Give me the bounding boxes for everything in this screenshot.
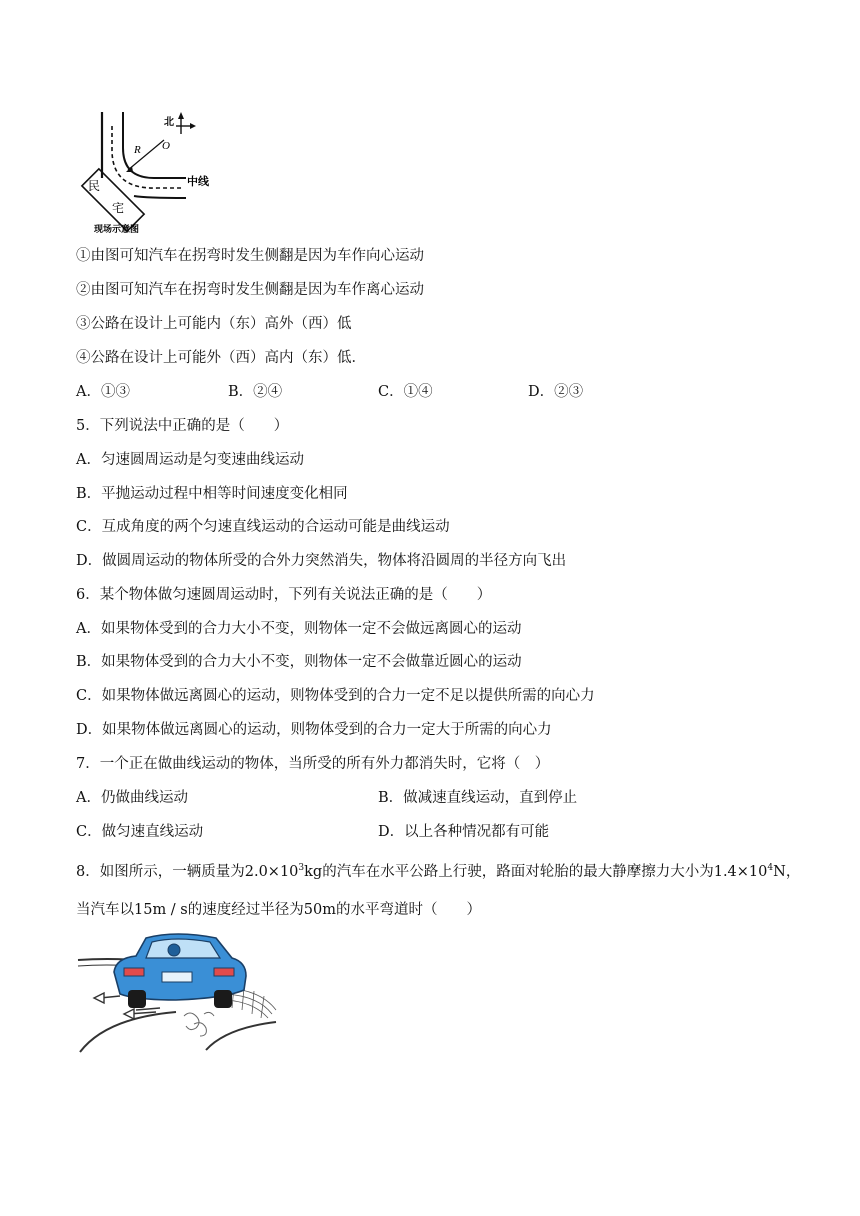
q8-text-4: 的速度经过半径为 — [187, 902, 304, 918]
q8-mass-base: 2.0×10 — [244, 864, 299, 880]
q5-option-b[interactable]: B．平抛运动过程中相等时间速度变化相同 — [76, 486, 348, 502]
north-label: 北 — [164, 117, 174, 128]
q8-force-base: 1.4×10 — [713, 864, 768, 880]
q8-force-unit: N， — [773, 864, 801, 880]
figure-caption: 现场示意图 — [94, 224, 140, 234]
q8-text-5: 的水平弯道时（ ） — [335, 902, 481, 918]
q6-stem: 6．某个物体做匀速圆周运动时，下列有关说法正确的是（ ） — [76, 587, 492, 603]
center-label: O — [162, 140, 170, 152]
car-on-curve-illustration — [76, 928, 286, 1056]
q4-statement-4: ④公路在设计上可能外（西）高内（东）低． — [76, 350, 366, 366]
q5-option-d[interactable]: D．做圆周运动的物体所受的合外力突然消失，物体将沿圆周的半径方向飞出 — [76, 553, 567, 569]
q6-option-b[interactable]: B．如果物体受到的合力大小不变，则物体一定不会做靠近圆心的运动 — [76, 654, 522, 670]
q8-force — [714, 864, 801, 880]
q8-mass-unit: kg — [304, 864, 323, 880]
q4-option-c[interactable]: C．①④ — [378, 384, 433, 400]
q7-stem: 7．一个正在做曲线运动的物体，当所受的所有外力都消失时，它将（ ） — [76, 756, 550, 772]
q7-option-c[interactable]: C．做匀速直线运动 — [76, 824, 204, 840]
q5-stem: 5．下列说法中正确的是（ ） — [76, 418, 289, 434]
q5-option-c[interactable]: C．互成角度的两个匀速直线运动的合运动可能是曲线运动 — [76, 519, 450, 535]
q8-stem-line-2 — [76, 900, 481, 920]
q6-option-c[interactable]: C．如果物体做远离圆心的运动，则物体受到的合力一定不足以提供所需的向心力 — [76, 688, 595, 704]
q4-statement-3: ③公路在设计上可能内（东）高外（西）低 — [76, 316, 352, 332]
q8-text-1: 8．如图所示，一辆质量为 — [76, 864, 245, 880]
q4-statement-1: ①由图可知汽车在拐弯时发生侧翻是因为车作向心运动 — [76, 248, 424, 264]
q7-option-d[interactable]: D．以上各种情况都有可能 — [378, 824, 550, 840]
q4-statement-2: ②由图可知汽车在拐弯时发生侧翻是因为车作离心运动 — [76, 282, 424, 298]
midline-label: 中线 — [187, 176, 209, 188]
q7-option-b[interactable]: B．做减速直线运动，直到停止 — [378, 790, 578, 806]
q8-force-exp: 4 — [767, 863, 774, 874]
q4-option-a[interactable]: A．①③ — [76, 384, 130, 400]
scene-diagram — [76, 108, 226, 236]
q8-speed: 15m / s — [134, 902, 188, 918]
q4-option-b[interactable]: B．②④ — [228, 384, 283, 400]
q6-option-d[interactable]: D．如果物体做远离圆心的运动，则物体受到的合力一定大于所需的向心力 — [76, 722, 552, 738]
house-char-2: 宅 — [112, 201, 125, 215]
q8-stem-line-1 — [76, 862, 800, 882]
house-char-1: 民 — [88, 179, 101, 193]
q5-option-a[interactable]: A．匀速圆周运动是匀变速曲线运动 — [76, 452, 304, 468]
q8-text-2: 的汽车在水平公路上行驶，路面对轮胎的最大静摩擦力大小为 — [322, 864, 714, 880]
radius-label: R — [134, 144, 141, 156]
q8-text-3: 当汽车以 — [76, 902, 134, 918]
q8-mass — [245, 864, 322, 880]
q4-option-d[interactable]: D．②③ — [528, 384, 584, 400]
q8-mass-exp: 3 — [298, 863, 305, 874]
q7-option-a[interactable]: A．仍做曲线运动 — [76, 790, 188, 806]
q6-option-a[interactable]: A．如果物体受到的合力大小不变，则物体一定不会做远离圆心的运动 — [76, 621, 522, 637]
q8-radius: 50m — [303, 902, 336, 918]
